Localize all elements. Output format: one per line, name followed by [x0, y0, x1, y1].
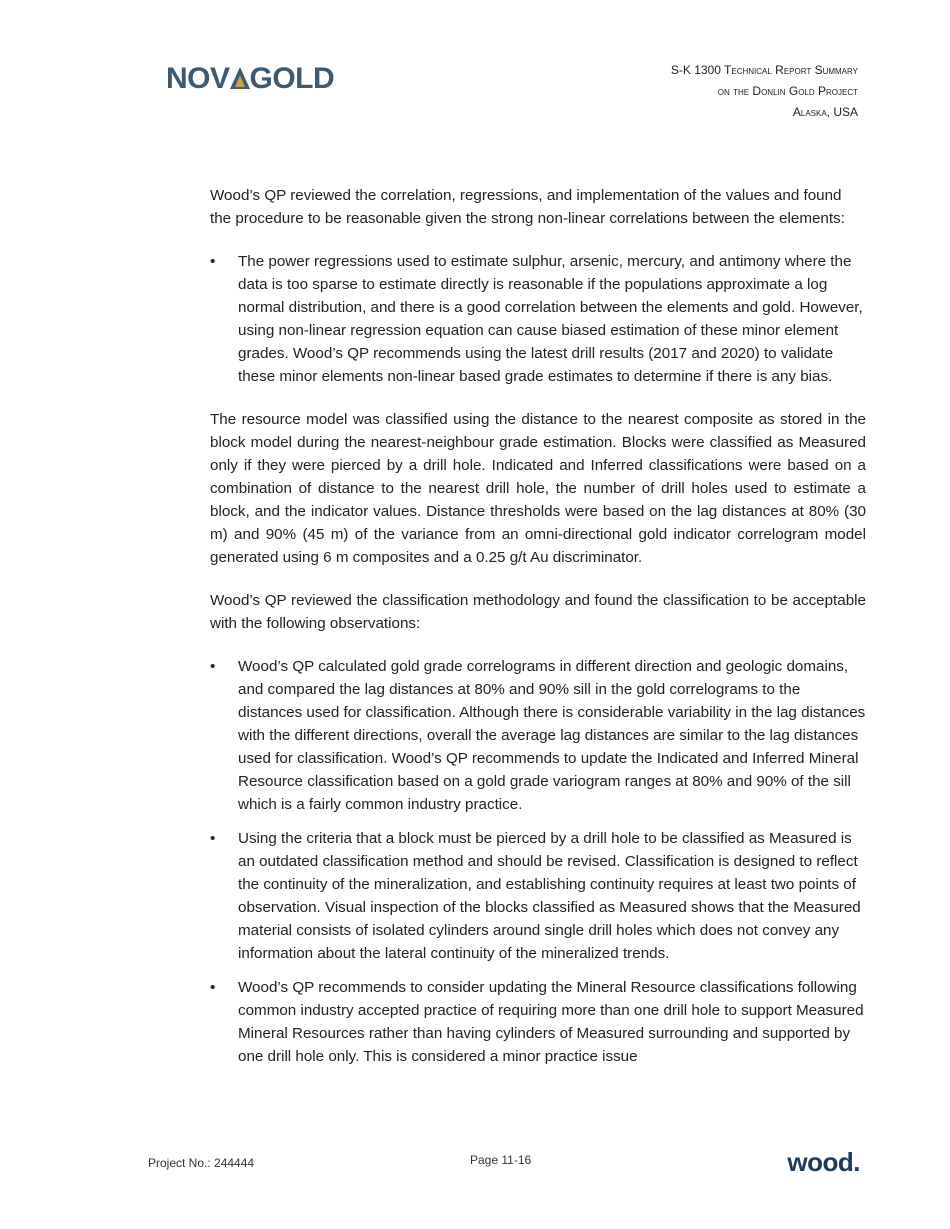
list-item: • Wood’s QP recommends to consider updating the Mineral Resource classifications following common industry accepted practice of requiring more than one drill hole to support Measured Mineral Resources rather than having cylinders of Measured surrounding and supported by one drill hole only. This is considered a minor practice issue: [210, 976, 866, 1068]
project-number: Project No.: 244444: [148, 1156, 255, 1170]
bullet-icon: •: [210, 253, 216, 270]
report-title-line-3: Alaska, USA: [792, 105, 858, 119]
report-title-line-2: on the Donlin Gold Project: [717, 84, 858, 98]
bullet-icon: •: [210, 830, 216, 847]
page-number: Page 11-16: [470, 1153, 532, 1167]
wood-logo: wood.: [787, 1147, 860, 1177]
page-footer: [148, 1147, 860, 1177]
paragraph-review: Wood’s QP reviewed the classification methodology and found the classification to be acceptable with the following observations:: [210, 592, 866, 632]
novagold-logo: NOV GOLD: [166, 62, 335, 95]
paragraph-intro: Wood’s QP reviewed the correlation, regressions, and implementation of the values and found the procedure to be reasonable given the strong non-linear correlations between the elements:: [210, 187, 845, 227]
bullet-icon: •: [210, 979, 216, 996]
page-body: [210, 184, 866, 1088]
bullet-icon: •: [210, 658, 216, 675]
list-item: • Using the criteria that a block must be pierced by a drill hole to be classified as Measured is an outdated classification method and should be revised. Classification is designed to reflect the continuity of the mineralization, and establishing continuity requires at least two points of observation. Visual inspection of the blocks classified as Measured shows that the Measured material consists of isolated cylinders around single drill holes which does not convey any information about the lateral continuity of the mineralized trends.: [210, 827, 866, 965]
list-item: • Wood’s QP calculated gold grade correlograms in different direction and geologic domains, and compared the lag distances at 80% and 90% sill in the gold correlograms to the distances used for classification. Although there is considerable variability in the lag distances with the different directions, overall the average lag distances are similar to the lag distances used for classification. Wood’s QP recommends to update the Indicated and Inferred Mineral Resource classification based on a gold grade variogram ranges at 80% and 90% of the sill which is a fairly common industry practice.: [210, 655, 866, 816]
bullet-list-1: [210, 250, 866, 388]
bullet-list-2: [210, 655, 866, 1068]
report-title-line-1: S-K 1300 Technical Report Summary: [670, 63, 858, 77]
paragraph-classification: The resource model was classified using the distance to the nearest composite as stored in the block model during the nearest-neighbour grade estimation. Blocks were classified as Measured only if they were pierced by a drill hole. Indicated and Inferred classifications were based on a combination of distance to the nearest drill hole, the number of drill holes used to estimate a block, and the indicator values. Distance thresholds were based on the lag distances at 80% (30 m) and 90% (45 m) of the variance from an omni-directional gold indicator correlogram model generated using 6 m composites and a 0.25 g/t Au discriminator.: [210, 411, 866, 566]
novagold-logo-a: [230, 64, 250, 94]
list-item: • The power regressions used to estimate sulphur, arsenic, mercury, and antimony where the data is too sparse to estimate directly is reasonable if the populations approximate a log normal distribution, and there is a good correlation between the elements and gold. However, using non-linear regression equation can cause biased estimation of these minor element grades. Wood’s QP recommends using the latest drill results (2017 and 2020) to validate these minor elements non-linear based grade estimates to determine if there is any bias.: [210, 250, 866, 388]
report-title-block: [671, 60, 858, 123]
